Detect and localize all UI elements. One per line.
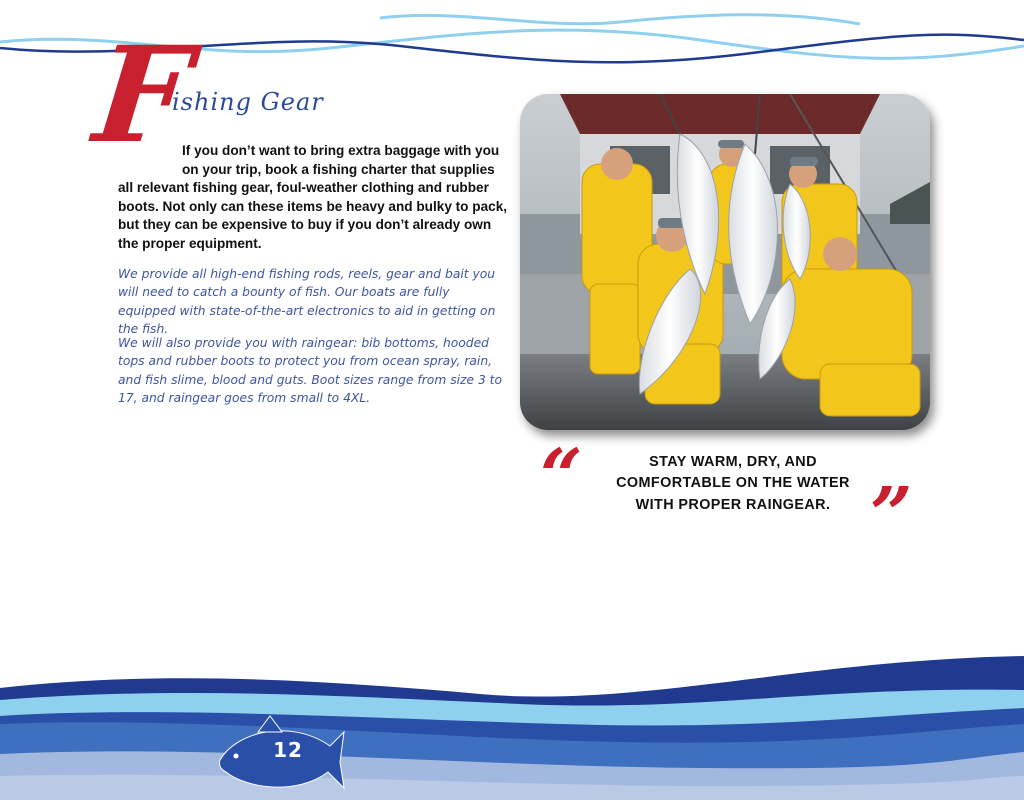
raingear-paragraph: We will also provide you with raingear: bib bottoms, hooded tops and rubber boots to protect you from ocean spray, rain, and fish slime, blood and guts. Boot sizes range from size 3 to 17, and raingear goes from small to 4XL. — [118, 336, 503, 406]
intro-paragraph — [118, 142, 508, 254]
page-title: ishing Gear — [172, 88, 324, 116]
open-quote-mark: “ — [540, 434, 583, 520]
bottom-wave-decoration — [0, 620, 1024, 800]
intro-text: If you don’t want to bring extra baggage with you on your trip, book a fishing charter that supplies all relevant fishing gear, foul-weather clothing and rubber boots. Not only can these items be heavy and bulky to pack, but they can be expensive to buy if you don’t already own the proper equipment. — [118, 143, 508, 251]
gear-paragraph: We provide all high-end fishing rods, reels, gear and bait you will need to catch a bounty of fish. Our boats are fully equipped with state-of-the-art electronics to aid in getting on the fish. — [118, 267, 496, 337]
pull-quote: STAY WARM, DRY, AND COMFORTABLE ON THE WATER WITH PROPER RAINGEAR. — [616, 454, 850, 513]
close-quote-mark: ” — [870, 472, 913, 558]
page-number: 12 — [273, 738, 303, 762]
fishing-crew-photo — [520, 94, 930, 430]
heading-drop-cap: F — [87, 18, 198, 173]
